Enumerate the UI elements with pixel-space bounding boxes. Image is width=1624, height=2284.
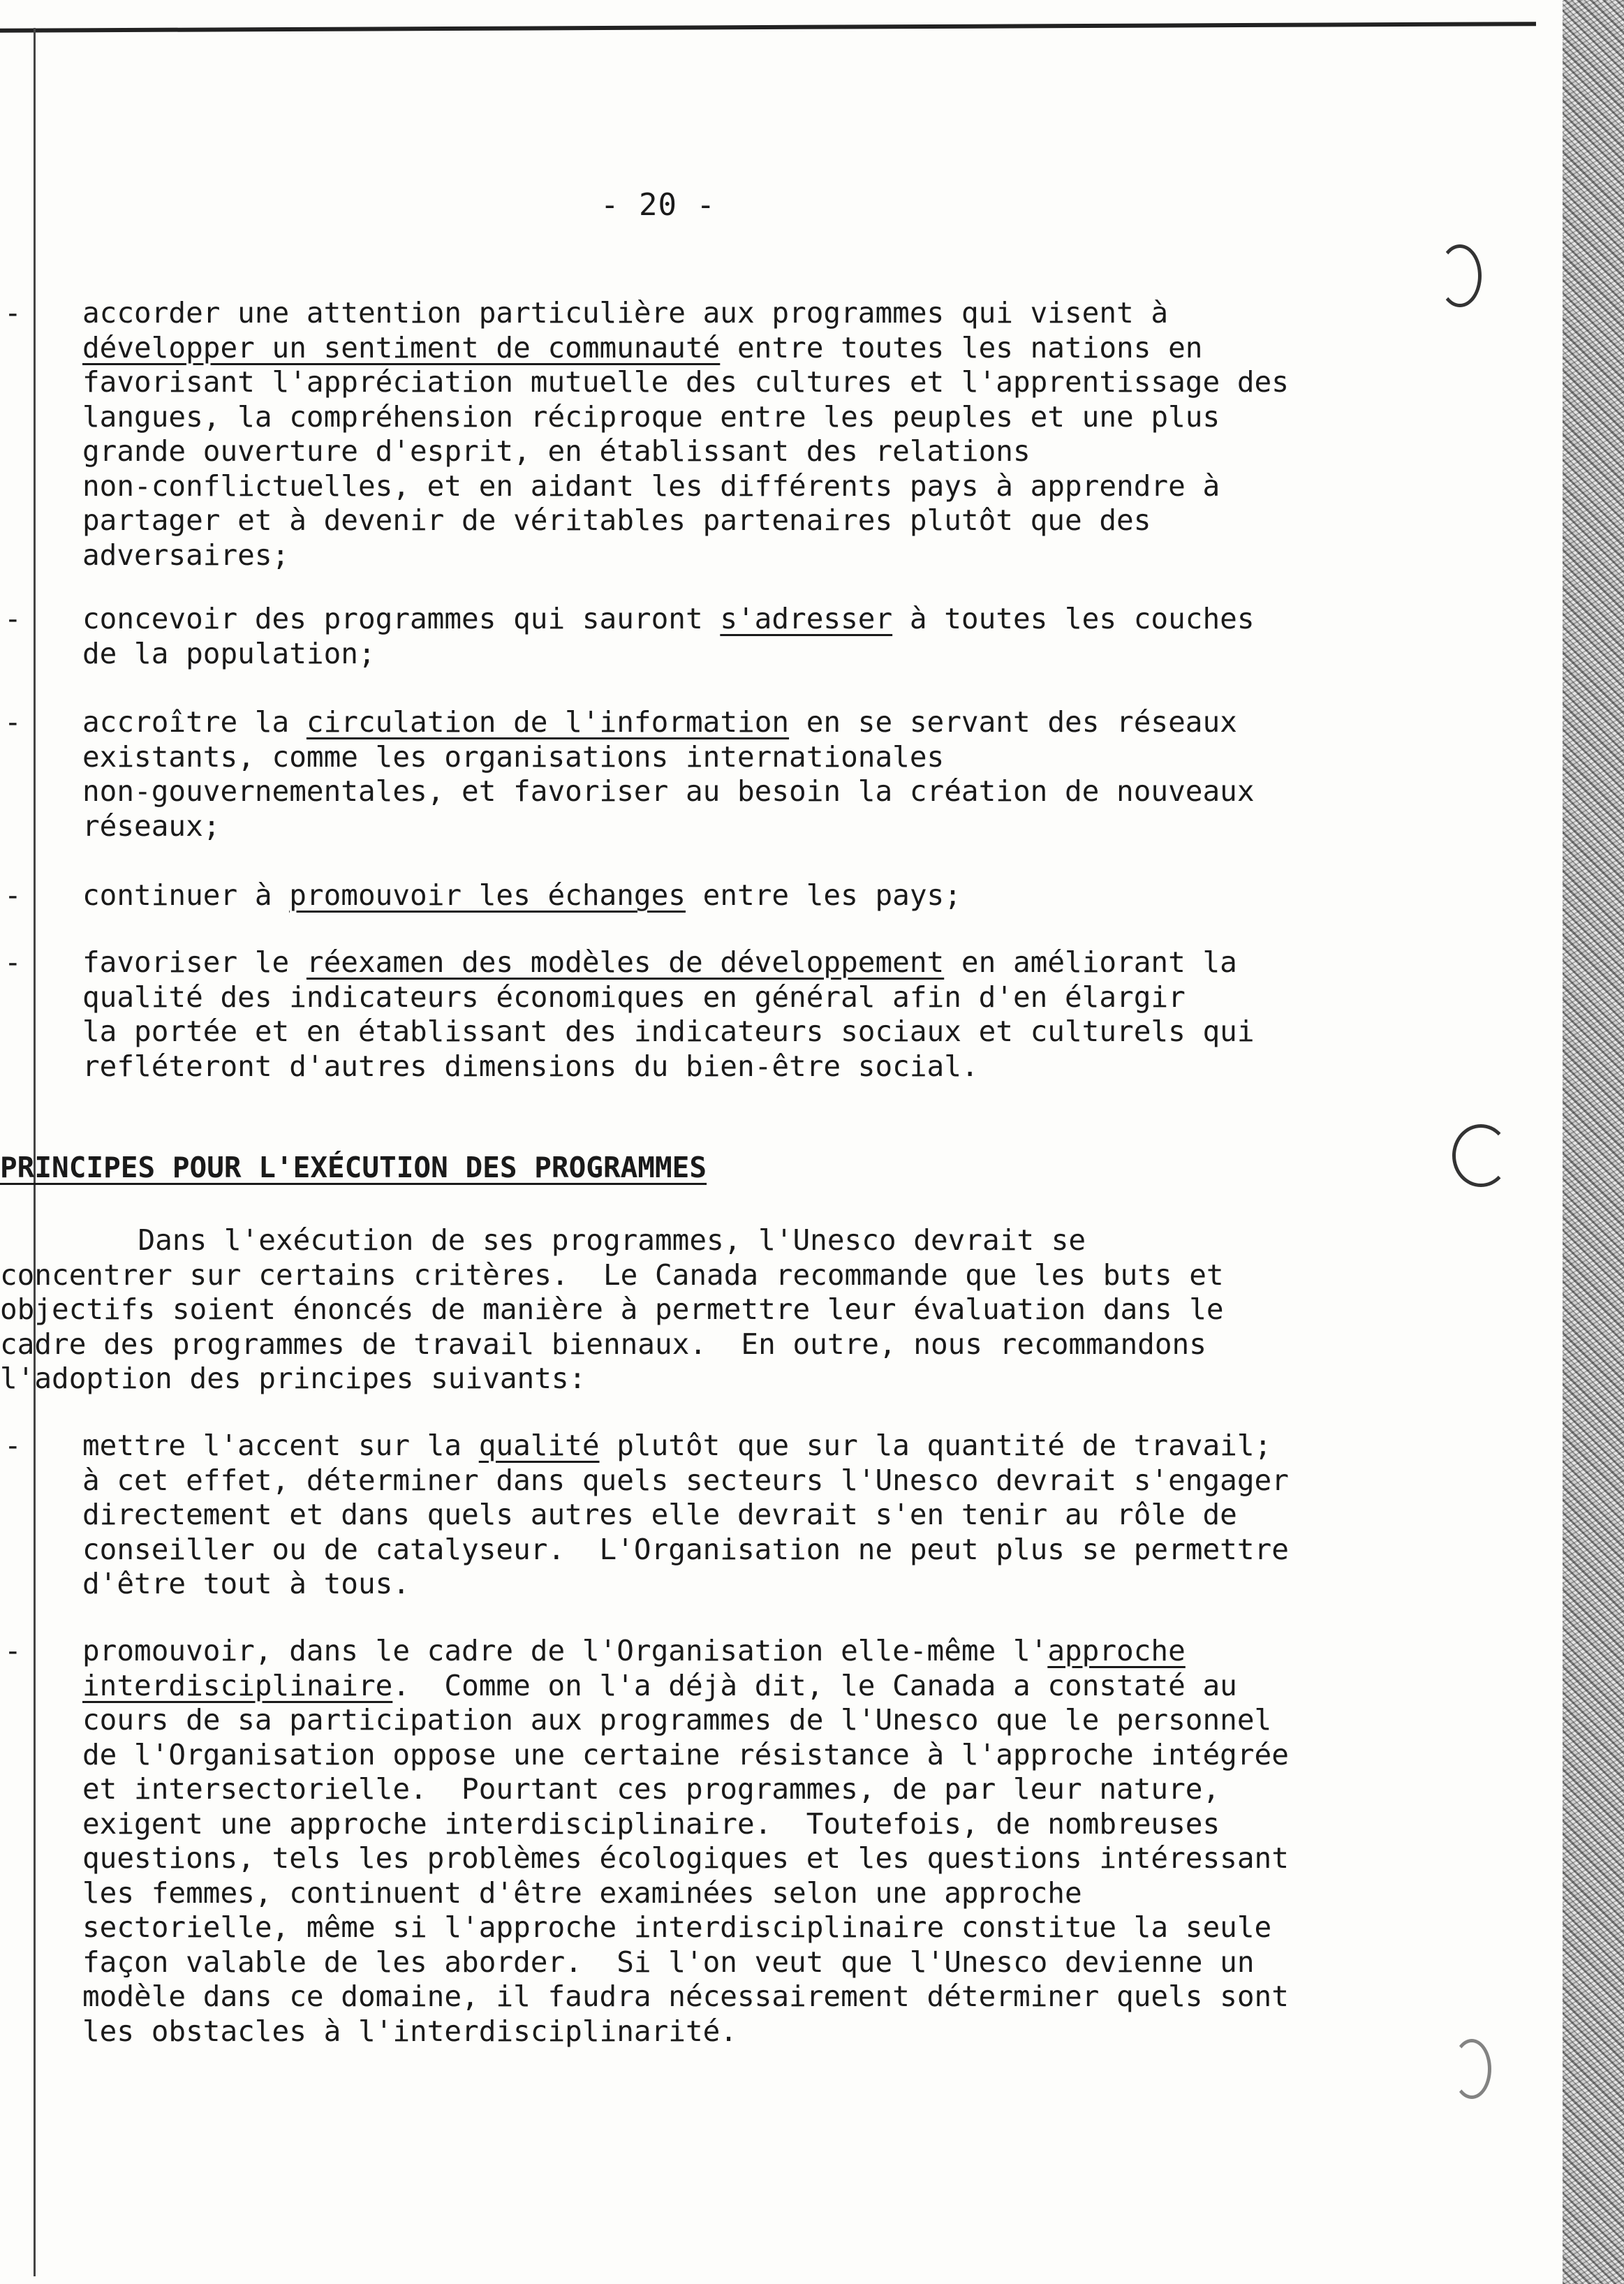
bullet-text: concevoir des programmes qui sauront (82, 602, 721, 635)
bullet-item-exchanges (82, 878, 1311, 913)
binder-hole-mark (1452, 1124, 1509, 1187)
bullet-text: à toutes les couches de la population; (82, 602, 1255, 670)
underlined-phrase: réexamen des modèles de développement (306, 945, 945, 979)
underlined-phrase: développer un sentiment de communauté (82, 330, 721, 364)
bullet-text: entre les pays; (685, 878, 961, 912)
scanned-page-edge (1563, 0, 1624, 2284)
binder-hole-mark (1438, 244, 1482, 307)
underlined-phrase: circulation de l'information (306, 705, 790, 739)
page-number: - 20 - (600, 187, 716, 223)
bullet-marker: - (4, 296, 22, 330)
underlined-phrase: promouvoir les échanges (289, 878, 686, 912)
bullet-text: plutôt que sur la quantité de travail; à cet effet, déterminer dans quels secteurs l'Unesco devrait s'engager directement et dans quels autres elle devrait s'en tenir au rôle de conseiller ou de catalyseur. L'Organisation ne peut plus se permettre d'être tout à tous. (82, 1429, 1289, 1600)
bullet-text: accroître la (82, 705, 307, 739)
bullet-marker: - (4, 1429, 22, 1462)
underlined-phrase: qualité (478, 1429, 600, 1462)
underlined-phrase: s'adresser (720, 602, 893, 635)
bullet-item-population (82, 602, 1311, 671)
bullet-marker: - (4, 602, 22, 635)
bullet-marker: - (4, 705, 22, 739)
bullet-item-information (82, 705, 1311, 843)
bullet-text: en se servant des réseaux existants, comme les organisations internationales non-gouvernementales, et favoriser au besoin la création de nouveaux réseaux; (82, 705, 1255, 843)
bullet-marker: - (4, 945, 22, 979)
bullet-text: mettre l'accent sur la (82, 1429, 479, 1462)
bullet-item-interdisciplinary (82, 1634, 1311, 2049)
intro-paragraph: Dans l'exécution de ses programmes, l'Unesco devrait se concentrer sur certains critères. Le Canada recommande que les buts et objectifs soient énoncés de manière à permettre leur évaluation dans le cadre des programmes de travail biennaux. En outre, nous recommandons l'adoption des principes suivants: (0, 1223, 1224, 1395)
bullet-item-community (82, 296, 1311, 573)
bullet-marker: - (4, 878, 22, 912)
top-edge-rule (0, 22, 1536, 33)
bullet-item-development (82, 945, 1311, 1084)
bullet-text: en améliorant la qualité des indicateurs économiques en général afin d'en élargir la portée et en établissant des indicateurs sociaux et culturels qui refléteront d'autres dimensions du bien-être social. (82, 945, 1255, 1083)
bullet-text: promouvoir, dans le cadre de l'Organisation elle-même l' (82, 1634, 1048, 1667)
bullet-text: entre toutes les nations en favorisant l'appréciation mutuelle des cultures et l'apprentissage des langues, la compréhension réciproque entre les peuples et une plus grande ouverture d'esprit, en établissant des relations non-conflictuelles, et en aidant les différents pays à apprendre à partager et à devenir de véritables partenaires plutôt que des adversaires; (82, 330, 1289, 572)
bullet-text: accorder une attention particulière aux programmes qui visent à (82, 296, 1169, 330)
bullet-text: continuer à (82, 878, 290, 912)
underlined-phrase: approche interdisciplinaire (82, 1634, 1186, 1702)
bullet-text: . Comme on l'a déjà dit, le Canada a constaté au cours de sa participation aux programmes de l'Unesco que le personnel de l'Organisation oppose une certaine résistance à l'approche intégrée et intersectorielle. Pourtant ces programmes, de par leur nature, exigent une approche interdisciplinaire. Toutefois, de nombreuses questions, tels les problèmes écologiques et les questions intéressant les femmes, continuent d'être examinées selon une approche sectorielle, même si l'approche interdisciplinaire constitue la seule façon valable de les aborder. Si l'on veut que l'Unesco devienne un modèle dans ce domaine, il faudra nécessairement déterminer quels sont les obstacles à l'interdisciplinarité. (82, 1668, 1289, 2048)
binder-hole-mark (1452, 2039, 1491, 2099)
bullet-text: favoriser le (82, 945, 307, 979)
section-heading: PRINCIPES POUR L'EXÉCUTION DES PROGRAMMES (0, 1151, 707, 1184)
bullet-item-quality (82, 1429, 1311, 1602)
bullet-marker: - (4, 1634, 22, 1667)
